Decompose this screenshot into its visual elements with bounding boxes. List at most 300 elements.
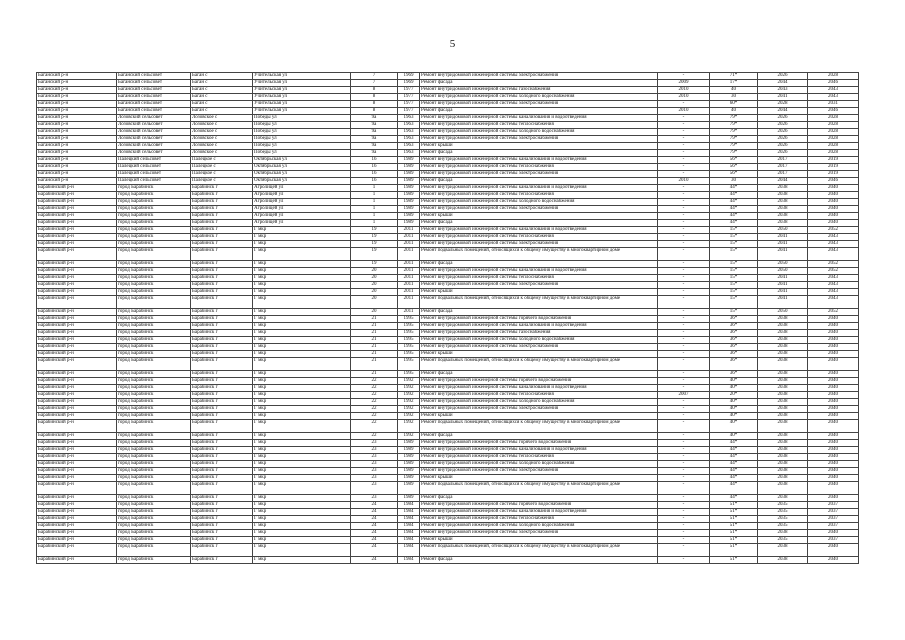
cell-period-end: 2040	[808, 530, 859, 537]
cell-settlement: город Барабинск	[117, 323, 191, 330]
table-row	[37, 115, 859, 122]
cell-locality: Палецкое с	[191, 164, 253, 171]
cell-house: 16	[351, 178, 398, 185]
cell-district: Барабинский р-н	[37, 316, 117, 323]
cell-work-type: Ремонт подвальных помещений, относящихся к общему имуществу в многоквартирном доме	[420, 482, 658, 495]
cell-house: 21	[351, 337, 398, 344]
cell-district: Баганский р-н	[37, 178, 117, 185]
cell-build-year: 2011	[398, 268, 420, 275]
cell-settlement: Баганский сельсовет	[117, 87, 191, 94]
cell-work-type: Ремонт фасада	[420, 261, 658, 268]
table-row	[37, 378, 859, 385]
cell-period-end: 2040	[808, 371, 859, 378]
cell-work-type: Ремонт внутридомовой инженерной системы электроснабжения	[420, 241, 658, 248]
cell-build-year: 1963	[398, 122, 420, 129]
cell-work-type: Ремонт внутридомовой инженерной системы канализования и водоотведения	[420, 323, 658, 330]
cell-build-year: 1995	[398, 316, 420, 323]
cell-period-end: 2028	[808, 122, 859, 129]
cell-wear: 44*	[710, 206, 758, 213]
cell-locality: Барабинск г	[191, 371, 253, 378]
cell-locality: Барабинск г	[191, 385, 253, 392]
cell-work-type: Ремонт внутридомовой инженерной системы электроснабжения	[420, 530, 658, 537]
cell-house: 16	[351, 171, 398, 178]
cell-locality: Барабинск г	[191, 475, 253, 482]
cell-house: 20	[351, 289, 398, 296]
cell-locality: Барабинск г	[191, 351, 253, 358]
cell-period-start: 2050	[758, 227, 808, 234]
cell-build-year: 2011	[398, 275, 420, 282]
cell-build-year: 1989	[398, 495, 420, 502]
cell-period-start: 2035	[758, 502, 808, 509]
cell-last-repair-year: -	[658, 268, 710, 275]
table-row	[37, 220, 859, 227]
cell-district: Баганский р-н	[37, 157, 117, 164]
cell-settlement: город Барабинск	[117, 468, 191, 475]
cell-locality: Барабинск г	[191, 206, 253, 213]
table-row	[37, 268, 859, 275]
cell-locality: Барабинск г	[191, 502, 253, 509]
cell-work-type: Ремонт внутридомовой инженерной системы теплоснабжения	[420, 164, 658, 171]
cell-last-repair-year: -	[658, 537, 710, 544]
cell-work-type: Ремонт подвальных помещений, относящихся к общему имуществу в многоквартирном доме	[420, 248, 658, 261]
cell-house: 24	[351, 509, 398, 516]
cell-period-end: 2040	[808, 440, 859, 447]
cell-house: 23	[351, 468, 398, 475]
table-row	[37, 323, 859, 330]
cell-last-repair-year: -	[658, 199, 710, 206]
cell-period-end: 2040	[808, 399, 859, 406]
cell-house: 8	[351, 94, 398, 101]
cell-street: Г мкр	[253, 406, 351, 413]
cell-work-type: Ремонт внутридомовой инженерной системы электроснабжения	[420, 73, 658, 80]
cell-house: 23	[351, 475, 398, 482]
cell-locality: Барабинск г	[191, 378, 253, 385]
cell-last-repair-year: -	[658, 544, 710, 557]
cell-street: Агролицей ул	[253, 185, 351, 192]
cell-wear: 40*	[710, 399, 758, 406]
cell-house: 9а	[351, 129, 398, 136]
cell-street: Г мкр	[253, 516, 351, 523]
cell-street: Агролицей ул	[253, 220, 351, 227]
cell-locality: Барабинск г	[191, 199, 253, 206]
cell-street: Г мкр	[253, 447, 351, 454]
cell-work-type: Ремонт внутридомовой инженерной системы теплоснабжения	[420, 516, 658, 523]
cell-period-start: 2038	[758, 199, 808, 206]
cell-last-repair-year: -	[658, 516, 710, 523]
cell-period-end: 2019	[808, 164, 859, 171]
cell-build-year: 1989	[398, 454, 420, 461]
cell-house: 1	[351, 213, 398, 220]
table-row	[37, 447, 859, 454]
cell-build-year: 1992	[398, 420, 420, 433]
cell-last-repair-year: -	[658, 115, 710, 122]
cell-locality: Барабинск г	[191, 192, 253, 199]
cell-wear: 40*	[710, 378, 758, 385]
table-row	[37, 275, 859, 282]
cell-district: Барабинский р-н	[37, 227, 117, 234]
cell-period-start: 2041	[758, 241, 808, 248]
cell-period-end: 2040	[808, 454, 859, 461]
cell-district: Баганский р-н	[37, 171, 117, 178]
table-row	[37, 206, 859, 213]
table-row	[37, 157, 859, 164]
cell-house: 22	[351, 433, 398, 440]
cell-last-repair-year: -	[658, 129, 710, 136]
cell-district: Барабинский р-н	[37, 468, 117, 475]
cell-street: Г мкр	[253, 544, 351, 557]
cell-wear: 44*	[710, 213, 758, 220]
cell-period-start: 2038	[758, 206, 808, 213]
cell-work-type: Ремонт внутридомовой инженерной системы горячего водоснабжения	[420, 316, 658, 323]
cell-period-end: 2040	[808, 323, 859, 330]
cell-period-end: 2046	[808, 80, 859, 87]
cell-period-start: 2050	[758, 268, 808, 275]
cell-locality: Палецкое с	[191, 178, 253, 185]
cell-period-end: 2043	[808, 275, 859, 282]
cell-locality: Барабинск г	[191, 461, 253, 468]
cell-period-end: 2040	[808, 475, 859, 482]
cell-street: Г мкр	[253, 344, 351, 351]
cell-last-repair-year: -	[658, 220, 710, 227]
cell-build-year: 2011	[398, 227, 420, 234]
cell-last-repair-year: -	[658, 164, 710, 171]
cell-work-type: Ремонт крыши	[420, 537, 658, 544]
cell-work-type: Ремонт внутридомовой инженерной системы газоснабжения	[420, 330, 658, 337]
cell-period-start: 2038	[758, 371, 808, 378]
cell-settlement: Лозовский сельсовет	[117, 129, 191, 136]
cell-build-year: 1984	[398, 557, 420, 564]
cell-district: Барабинский р-н	[37, 399, 117, 406]
cell-district: Барабинский р-н	[37, 557, 117, 564]
cell-locality: Барабинск г	[191, 227, 253, 234]
cell-locality: Барабинск г	[191, 495, 253, 502]
cell-street: Учительская ул	[253, 108, 351, 115]
table-row	[37, 261, 859, 268]
cell-street: Октябрьская ул	[253, 171, 351, 178]
cell-house: 21	[351, 351, 398, 358]
cell-build-year: 1984	[398, 516, 420, 523]
cell-wear: 79*	[710, 143, 758, 150]
cell-build-year: 1989	[398, 157, 420, 164]
cell-settlement: Палецкий сельсовет	[117, 164, 191, 171]
table-row	[37, 309, 859, 316]
table-row	[37, 227, 859, 234]
cell-build-year: 1989	[398, 440, 420, 447]
cell-period-start: 2038	[758, 433, 808, 440]
cell-wear: 71*	[710, 73, 758, 80]
cell-last-repair-year: -	[658, 282, 710, 289]
cell-build-year: 1992	[398, 413, 420, 420]
cell-last-repair-year: -	[658, 461, 710, 468]
cell-build-year: 1992	[398, 392, 420, 399]
cell-settlement: город Барабинск	[117, 213, 191, 220]
cell-settlement: Лозовский сельсовет	[117, 136, 191, 143]
cell-period-start: 2035	[758, 509, 808, 516]
table-row	[37, 509, 859, 516]
table-row	[37, 502, 859, 509]
cell-wear: 56*	[710, 171, 758, 178]
cell-period-start: 2038	[758, 330, 808, 337]
cell-work-type: Ремонт внутридомовой инженерной системы электроснабжения	[420, 136, 658, 143]
cell-last-repair-year: -	[658, 316, 710, 323]
cell-district: Барабинский р-н	[37, 234, 117, 241]
cell-last-repair-year: -	[658, 358, 710, 371]
cell-locality: Барабинск г	[191, 330, 253, 337]
cell-work-type: Ремонт внутридомовой инженерной системы канализования и водоотведения	[420, 447, 658, 454]
cell-street: Г мкр	[253, 289, 351, 296]
cell-locality: Баган с	[191, 94, 253, 101]
cell-work-type: Ремонт крыши	[420, 213, 658, 220]
cell-last-repair-year: -	[658, 378, 710, 385]
table-row	[37, 178, 859, 185]
cell-period-start: 2038	[758, 447, 808, 454]
cell-wear: 51*	[710, 537, 758, 544]
cell-district: Баганский р-н	[37, 101, 117, 108]
cell-build-year: 1992	[398, 399, 420, 406]
table-row	[37, 143, 859, 150]
cell-build-year: 2011	[398, 282, 420, 289]
table-row	[37, 289, 859, 296]
cell-house: 24	[351, 557, 398, 564]
cell-wear: 56*	[710, 164, 758, 171]
cell-settlement: город Барабинск	[117, 344, 191, 351]
cell-district: Барабинский р-н	[37, 392, 117, 399]
table-row	[37, 358, 859, 371]
cell-last-repair-year: -	[658, 468, 710, 475]
page-number: 5	[449, 38, 456, 50]
cell-house: 20	[351, 268, 398, 275]
cell-settlement: Баганский сельсовет	[117, 80, 191, 87]
cell-settlement: город Барабинск	[117, 220, 191, 227]
cell-build-year: 2011	[398, 289, 420, 296]
cell-settlement: Палецкий сельсовет	[117, 157, 191, 164]
cell-wear: 15*	[710, 261, 758, 268]
cell-district: Барабинский р-н	[37, 509, 117, 516]
cell-settlement: город Барабинск	[117, 337, 191, 344]
cell-locality: Барабинск г	[191, 358, 253, 371]
cell-last-repair-year: -	[658, 150, 710, 157]
table-row	[37, 185, 859, 192]
table-row	[37, 440, 859, 447]
cell-period-start: 2017	[758, 157, 808, 164]
cell-house: 23	[351, 482, 398, 495]
registry-sheet	[36, 72, 858, 564]
cell-settlement: город Барабинск	[117, 268, 191, 275]
cell-street: Г мкр	[253, 371, 351, 378]
table-row	[37, 468, 859, 475]
cell-work-type: Ремонт фасада	[420, 220, 658, 227]
cell-street: Г мкр	[253, 241, 351, 248]
cell-settlement: Лозовский сельсовет	[117, 150, 191, 157]
cell-last-repair-year: -	[658, 261, 710, 268]
table-row	[37, 80, 859, 87]
table-row	[37, 523, 859, 530]
cell-build-year: 1977	[398, 87, 420, 94]
cell-district: Барабинский р-н	[37, 482, 117, 495]
cell-street: Г мкр	[253, 316, 351, 323]
cell-district: Барабинский р-н	[37, 199, 117, 206]
cell-settlement: город Барабинск	[117, 351, 191, 358]
cell-wear: 51*	[710, 502, 758, 509]
cell-period-end: 2040	[808, 192, 859, 199]
cell-period-start: 2038	[758, 454, 808, 461]
cell-street: Агролицей ул	[253, 199, 351, 206]
cell-last-repair-year: -	[658, 213, 710, 220]
cell-last-repair-year: 2009	[658, 80, 710, 87]
cell-build-year: 1989	[398, 468, 420, 475]
cell-last-repair-year: -	[658, 440, 710, 447]
capital-repair-table	[36, 72, 859, 564]
cell-work-type: Ремонт внутридомовой инженерной системы электроснабжения	[420, 101, 658, 108]
cell-street: Г мкр	[253, 323, 351, 330]
cell-period-end: 2040	[808, 337, 859, 344]
cell-locality: Лозовское с	[191, 143, 253, 150]
cell-settlement: город Барабинск	[117, 289, 191, 296]
cell-street: Г мкр	[253, 337, 351, 344]
cell-period-end: 2040	[808, 344, 859, 351]
cell-district: Баганский р-н	[37, 129, 117, 136]
cell-period-end: 2043	[808, 282, 859, 289]
table-row	[37, 344, 859, 351]
cell-period-end: 2040	[808, 392, 859, 399]
cell-last-repair-year: -	[658, 433, 710, 440]
cell-wear: 30	[710, 178, 758, 185]
cell-period-start: 2026	[758, 122, 808, 129]
cell-period-start: 2038	[758, 337, 808, 344]
cell-last-repair-year: -	[658, 275, 710, 282]
cell-wear: 15*	[710, 296, 758, 309]
cell-work-type: Ремонт внутридомовой инженерной системы канализования и водоотведения	[420, 115, 658, 122]
cell-settlement: Лозовский сельсовет	[117, 115, 191, 122]
cell-build-year: 1992	[398, 378, 420, 385]
cell-street: Г мкр	[253, 454, 351, 461]
cell-work-type: Ремонт крыши	[420, 143, 658, 150]
cell-period-end: 2040	[808, 199, 859, 206]
cell-district: Баганский р-н	[37, 94, 117, 101]
cell-settlement: город Барабинск	[117, 206, 191, 213]
table-row	[37, 248, 859, 261]
cell-last-repair-year: -	[658, 101, 710, 108]
cell-locality: Баган с	[191, 101, 253, 108]
cell-wear: 40*	[710, 406, 758, 413]
cell-house: 19	[351, 227, 398, 234]
cell-period-start: 2041	[758, 248, 808, 261]
cell-house: 16	[351, 157, 398, 164]
table-row	[37, 385, 859, 392]
cell-settlement: город Барабинск	[117, 523, 191, 530]
cell-last-repair-year: 2007	[658, 392, 710, 399]
cell-last-repair-year: -	[658, 289, 710, 296]
cell-district: Барабинский р-н	[37, 206, 117, 213]
cell-period-start: 2038	[758, 461, 808, 468]
cell-work-type: Ремонт фасада	[420, 178, 658, 185]
cell-locality: Барабинск г	[191, 440, 253, 447]
cell-period-end: 2040	[808, 351, 859, 358]
cell-last-repair-year: -	[658, 309, 710, 316]
cell-street: Г мкр	[253, 248, 351, 261]
cell-work-type: Ремонт фасада	[420, 150, 658, 157]
cell-last-repair-year: 2010	[658, 108, 710, 115]
cell-wear: 36*	[710, 358, 758, 371]
cell-house: 9а	[351, 150, 398, 157]
cell-locality: Барабинск г	[191, 323, 253, 330]
table-row	[37, 199, 859, 206]
cell-wear: 40*	[710, 420, 758, 433]
cell-locality: Лозовское с	[191, 122, 253, 129]
cell-street: Г мкр	[253, 413, 351, 420]
cell-settlement: город Барабинск	[117, 392, 191, 399]
cell-wear: 51*	[710, 509, 758, 516]
cell-street: Г мкр	[253, 537, 351, 544]
cell-period-start: 2041	[758, 296, 808, 309]
cell-last-repair-year: -	[658, 337, 710, 344]
cell-period-start: 2038	[758, 220, 808, 227]
cell-district: Барабинский р-н	[37, 344, 117, 351]
cell-house: 20	[351, 282, 398, 289]
cell-district: Барабинский р-н	[37, 537, 117, 544]
cell-district: Барабинский р-н	[37, 433, 117, 440]
cell-district: Барабинский р-н	[37, 337, 117, 344]
cell-house: 24	[351, 516, 398, 523]
cell-street: Г мкр	[253, 420, 351, 433]
cell-period-end: 2046	[808, 108, 859, 115]
cell-settlement: город Барабинск	[117, 557, 191, 564]
cell-house: 23	[351, 495, 398, 502]
cell-build-year: 1984	[398, 523, 420, 530]
cell-period-end: 2040	[808, 495, 859, 502]
cell-street: Учительская ул	[253, 94, 351, 101]
table-row	[37, 516, 859, 523]
cell-build-year: 1989	[398, 199, 420, 206]
table-row	[37, 192, 859, 199]
cell-district: Барабинский р-н	[37, 268, 117, 275]
cell-period-end: 2040	[808, 447, 859, 454]
cell-wear: 51*	[710, 544, 758, 557]
cell-period-end: 2043	[808, 289, 859, 296]
cell-district: Барабинский р-н	[37, 454, 117, 461]
cell-street: Г мкр	[253, 557, 351, 564]
cell-wear: 40*	[710, 385, 758, 392]
cell-locality: Палецкое с	[191, 171, 253, 178]
cell-house: 19	[351, 261, 398, 268]
cell-period-start: 2038	[758, 192, 808, 199]
cell-work-type: Ремонт внутридомовой инженерной системы теплоснабжения	[420, 122, 658, 129]
cell-last-repair-year: -	[658, 385, 710, 392]
cell-period-end: 2028	[808, 143, 859, 150]
cell-last-repair-year: -	[658, 234, 710, 241]
cell-period-start: 2038	[758, 420, 808, 433]
cell-street: Г мкр	[253, 440, 351, 447]
cell-period-end: 2040	[808, 378, 859, 385]
cell-wear: 51*	[710, 523, 758, 530]
cell-period-start: 2038	[758, 316, 808, 323]
cell-wear: 79*	[710, 129, 758, 136]
cell-settlement: город Барабинск	[117, 413, 191, 420]
table-row	[37, 351, 859, 358]
cell-wear: 36*	[710, 337, 758, 344]
cell-house: 22	[351, 413, 398, 420]
cell-locality: Барабинск г	[191, 530, 253, 537]
cell-house: 19	[351, 241, 398, 248]
cell-street: Агролицей ул	[253, 206, 351, 213]
cell-house: 9а	[351, 115, 398, 122]
cell-last-repair-year: -	[658, 502, 710, 509]
cell-period-end: 2043	[808, 87, 859, 94]
cell-build-year: 1969	[398, 73, 420, 80]
cell-period-start: 2038	[758, 385, 808, 392]
cell-district: Барабинский р-н	[37, 241, 117, 248]
cell-build-year: 1989	[398, 220, 420, 227]
